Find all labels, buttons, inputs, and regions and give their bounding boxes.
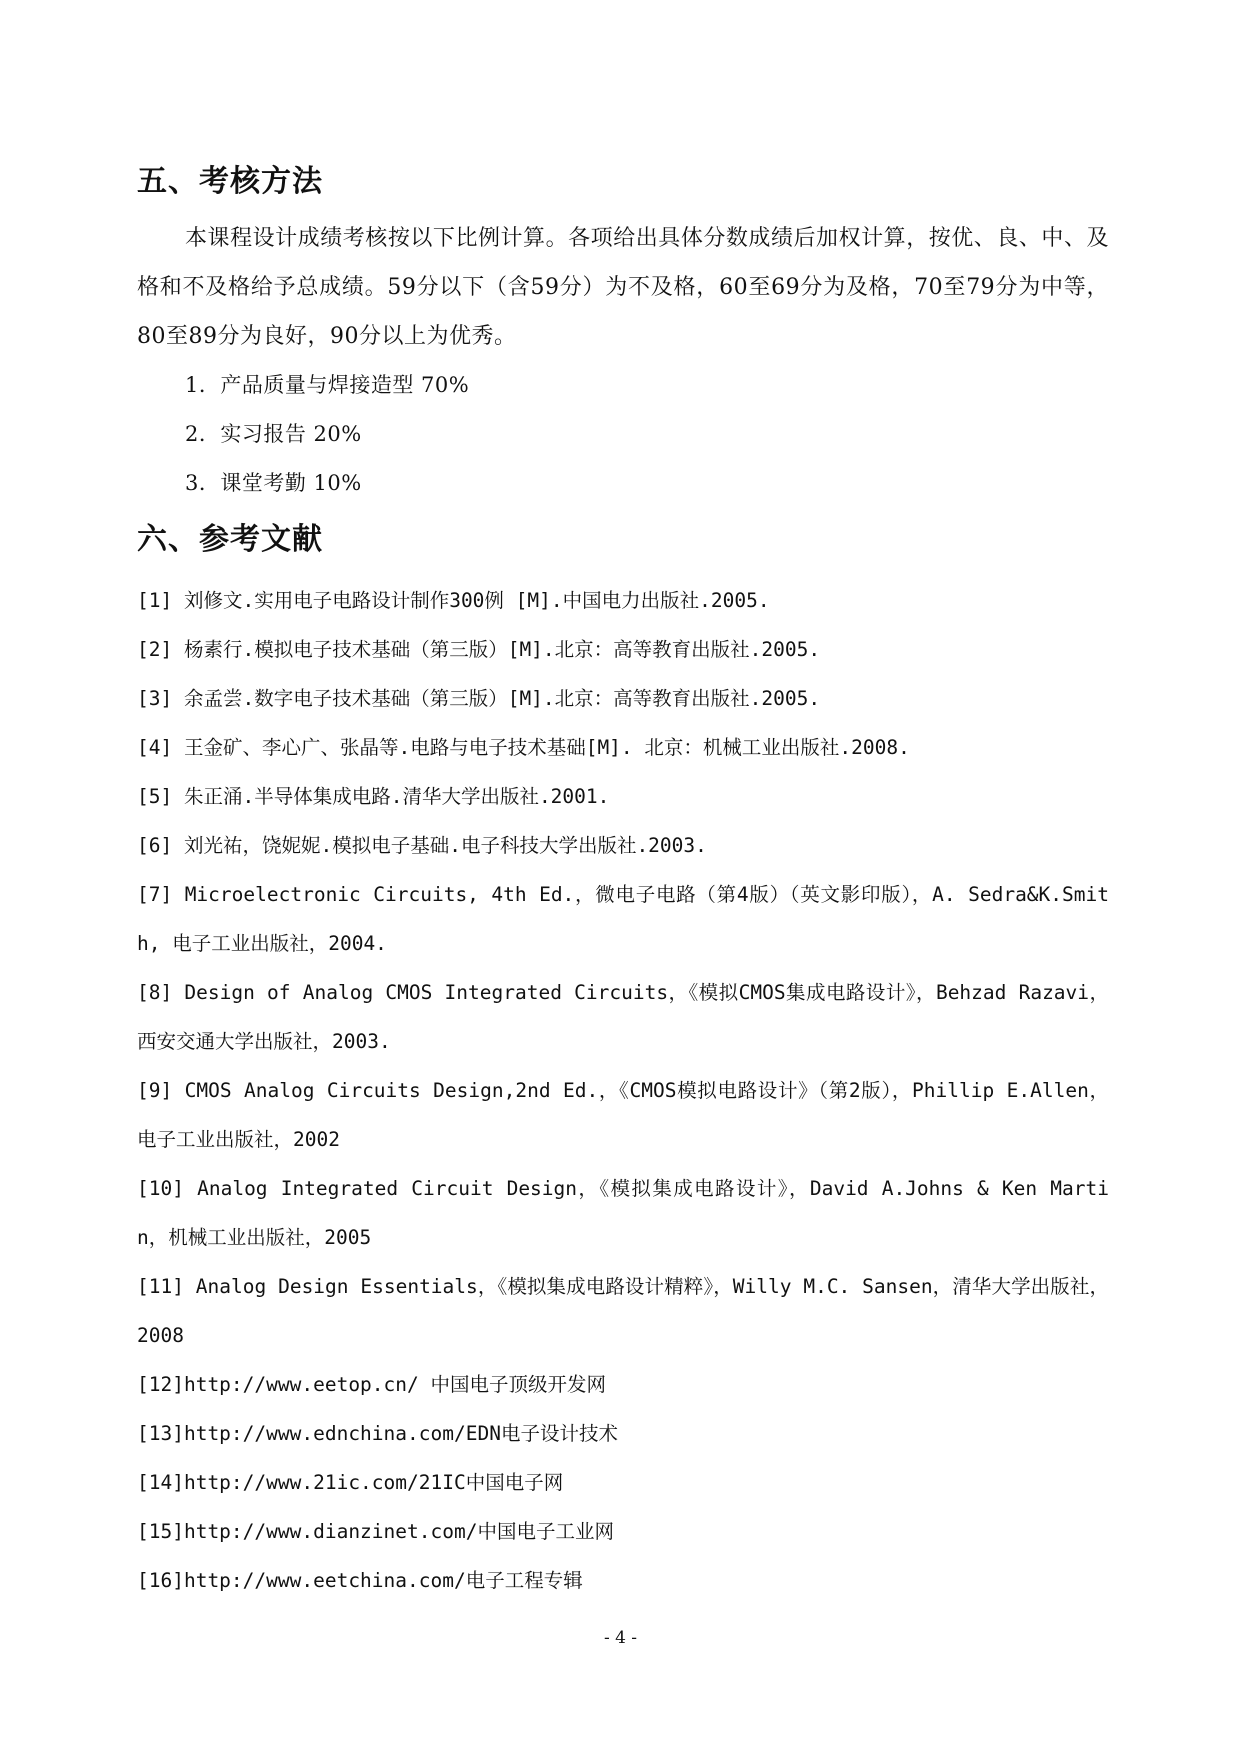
reference-item: [9] CMOS Analog Circuits Design,2nd Ed.，《CMOS模拟电路设计》（第2版），Phillip E.Allen，电子工业出版社，2002: [137, 1079, 1109, 1151]
reference-list: [137, 576, 1109, 1605]
reference-link: [15]http://www.dianzinet.com/中国电子工业网: [137, 1520, 614, 1543]
page-number: - 4 -: [603, 1628, 638, 1648]
reference-item: [10] Analog Integrated Circuit Design，《模拟集成电路设计》，David A.Johns & Ken Martin，机械工业出版社，2005: [137, 1177, 1109, 1249]
reference-item: [4] 王金矿、李心广、张晶等.电路与电子技术基础[M]. 北京：机械工业出版社.2008.: [137, 736, 910, 759]
reference-item: [2] 杨素行.模拟电子技术基础（第三版）[M].北京：高等教育出版社.2005.: [137, 638, 821, 661]
assessment-item: 3．课堂考勤 10%: [185, 471, 362, 495]
reference-link: [12]http://www.eetop.cn/ 中国电子顶级开发网: [137, 1373, 606, 1396]
reference-item: [8] Design of Analog CMOS Integrated Circuits，《模拟CMOS集成电路设计》，Behzad Razavi，西安交通大学出版社，2003.: [137, 981, 1109, 1053]
assessment-item: 2．实习报告 20%: [185, 422, 362, 446]
reference-item: [1] 刘修文.实用电子电路设计制作300例 [M].中国电力出版社.2005.: [137, 589, 770, 612]
assessment-list: [137, 361, 1109, 508]
reference-item: [7] Microelectronic Circuits, 4th Ed.，微电子电路（第4版）（英文影印版），A. Sedra&K.Smith, 电子工业出版社，2004.: [137, 883, 1109, 955]
assessment-item: 1．产品质量与焊接造型 70%: [185, 373, 470, 397]
page-content: [137, 150, 1109, 1605]
reference-item: [11] Analog Design Essentials，《模拟集成电路设计精粹》，Willy M.C. Sansen，清华大学出版社，2008: [137, 1275, 1109, 1347]
reference-item: [5] 朱正涌.半导体集成电路.清华大学出版社.2001.: [137, 785, 610, 808]
reference-link: [14]http://www.21ic.com/21IC中国电子网: [137, 1471, 564, 1494]
reference-link: [16]http://www.eetchina.com/电子工程专辑: [137, 1569, 583, 1592]
reference-item: [3] 余孟尝.数字电子技术基础（第三版）[M].北京：高等教育出版社.2005.: [137, 687, 821, 710]
reference-link: [13]http://www.ednchina.com/EDN电子设计技术: [137, 1422, 618, 1445]
reference-item: [6] 刘光祐，饶妮妮.模拟电子基础.电子科技大学出版社.2003.: [137, 834, 707, 857]
section-heading-assessment: 五、考核方法: [137, 164, 323, 199]
assessment-paragraph: 本课程设计成绩考核按以下比例计算。各项给出具体分数成绩后加权计算，按优、良、中、及格和不及格给予总成绩。59分以下（含59分）为不及格，60至69分为及格，70至79分为中等，80至89分为良好，90分以上为优秀。: [137, 226, 1109, 349]
section-heading-references: 六、参考文献: [137, 522, 323, 557]
